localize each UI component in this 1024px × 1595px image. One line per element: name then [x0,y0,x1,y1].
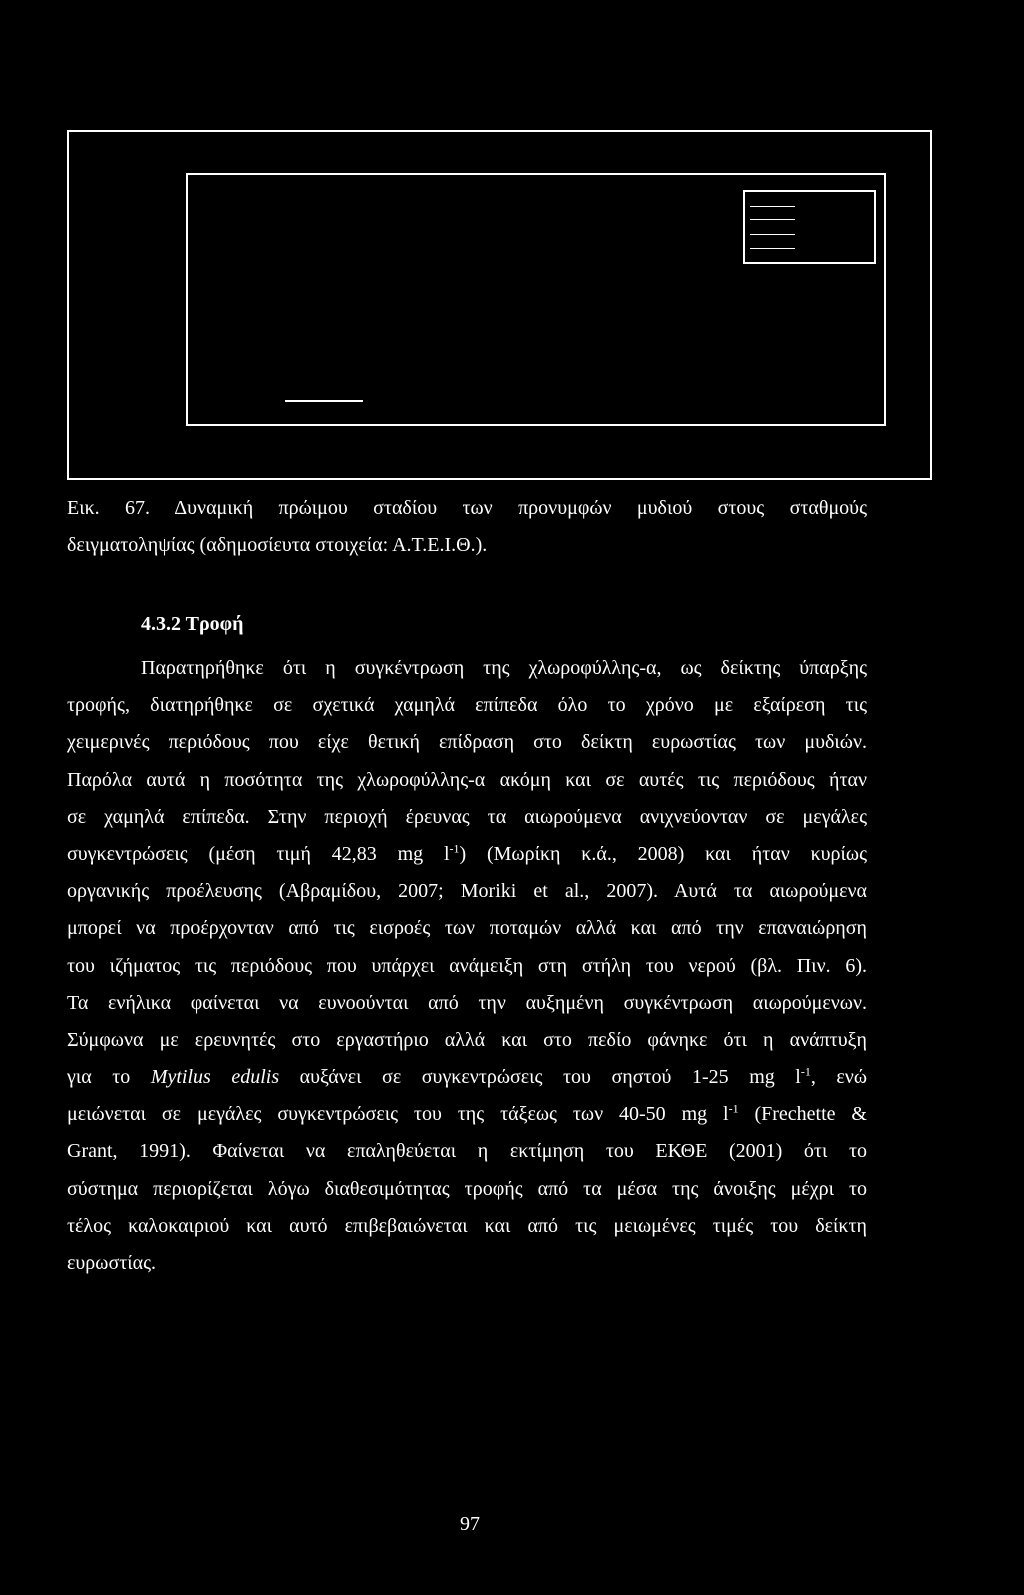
species-name: Mytilus edulis [150,1066,280,1089]
paragraph-line: χειμερινές περιόδους που είχε θετική επίδραση στο δείκτη ευρωστίας των μυδιών. [67,731,867,754]
line-text: , ενώ [810,1066,868,1089]
caption-line-1: Εικ. 67. Δυναμική πρώιμου σταδίου των προνυμφών μυδιού στους σταθμούς [67,497,867,519]
paragraph-line: τροφής, διατηρήθηκε σε σχετικά χαμηλά επίπεδα όλο το χρόνο με εξαίρεση τις [67,694,867,717]
line-text: ) (Μωρίκη κ.ά., 2008) και ήταν κυρίως [459,842,867,865]
chart-legend [743,190,876,264]
paragraph-line [67,1096,867,1133]
superscript: -1 [728,1101,739,1116]
superscript: -1 [449,841,460,856]
figure-caption [67,490,867,564]
paragraph-line [67,836,867,873]
paragraph-line: οργανικής προέλευσης (Αβραμίδου, 2007; Moriki et al., 2007). Αυτά τα αιωρούμενα [67,880,867,903]
paragraph-line: τέλος καλοκαιριού και αυτό επιβεβαιώνεται και από τις μειωμένες τιμές του δείκτη [67,1214,867,1237]
line-text: μειώνεται σε μεγάλες συγκεντρώσεις του της τάξεως των 40-50 mg l [67,1103,729,1126]
legend-line-1 [750,206,795,207]
legend-line-3 [750,234,795,235]
paragraph-line: σύστημα περιορίζεται λόγω διαθεσιμότητας τροφής από τα μέσα της άνοιξης μέχρι το [67,1177,867,1200]
legend-line-4 [750,248,795,249]
paragraph-line: μπορεί να προέρχονταν από τις εισροές των ποταμών αλλά και από την επαναιώρηση [67,917,867,940]
section-heading: 4.3.2 Τροφή [141,613,244,635]
paragraph-line: Παρατηρήθηκε ότι η συγκέντρωση της χλωροφύλλης-α, ως δείκτης ύπαρξης [141,657,867,679]
paragraph-line: Τα ενήλικα φαίνεται να ευνοούνται από την αυξημένη συγκέντρωση αιωρούμενων. [67,991,867,1014]
line-text: για το [67,1066,151,1089]
paragraph-line: Παρόλα αυτά η ποσότητα της χλωροφύλλης-α ακόμη και σε αυτές τις περιόδους ήταν [67,768,867,791]
paragraph-line: Grant, 1991). Φαίνεται να επαληθεύεται η εκτίμηση του ΕΚΘΕ (2001) ότι το [67,1140,867,1163]
line-text: συγκεντρώσεις (μέση τιμή 42,83 mg l [67,842,450,865]
body-paragraph [67,650,867,1282]
chart-series-mark [285,400,363,402]
paragraph-line: του ιζήματος τις περιόδους που υπάρχει ανάμειξη στη στήλη του νερού (βλ. Πιν. 6). [67,954,867,977]
page-number: 97 [460,1513,480,1535]
paragraph-line: Σύμφωνα με ερευνητές στο εργαστήριο αλλά και στο πεδίο φάνηκε ότι η ανάπτυξη [67,1028,867,1051]
paragraph-line [67,1059,867,1096]
legend-line-2 [750,219,795,220]
paragraph-line: σε χαμηλά επίπεδα. Στην περιοχή έρευνας τα αιωρούμενα ανιχνεύονταν σε μεγάλες [67,805,867,828]
superscript: -1 [800,1064,811,1079]
line-text: (Frechette & [738,1103,867,1126]
paragraph-line: ευρωστίας. [67,1252,157,1274]
caption-line-2: δειγματοληψίας (αδημοσίευτα στοιχεία: Α.Τ.Ε.Ι.Θ.). [67,534,488,556]
line-text: αυξάνει σε συγκεντρώσεις του σηστού 1-25 mg l [279,1066,801,1089]
